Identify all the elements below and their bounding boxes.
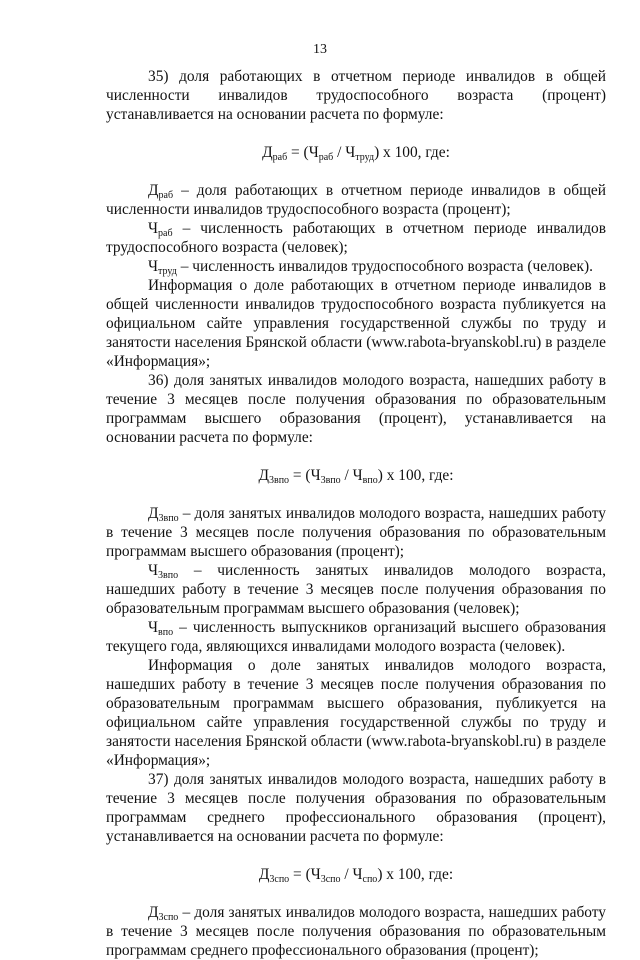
definition-ch-vpo: $Ч_{впо}$ – численность выпускников организаций высшего образования текущего года, являющихся инвалидами молодого возраста (человек). [106,619,606,655]
formula-36: $Д_{3впо} = (Ч_{3впо} / Ч_{впо})$ х 100, где: [258,467,454,486]
definition-d-3vpo: $Д_{3впо}$ – доля занятых инвалидов молодого возраста, нашедших работу в течение 3 месяцев после получения образования по образовательным программам высшего образования (процент); [106,505,606,560]
definition-ch-3vpo: $Ч_{3впо}$ – численность занятых инвалидов молодого возраста, нашедших работу в течение 3 месяцев после получения образования по образовательным программам высшего образования (человек); [106,562,606,617]
item-35-intro: 35) доля работающих в отчетном периоде инвалидов в общей численности инвалидов трудоспособного возраста (процент) устанавливается на основании расчета по формуле: [106,68,606,123]
info-35: Информация о доле работающих в отчетном периоде инвалидов в общей численности инвалидов трудоспособного возраста публикуется на официальном сайте управления государственной службы по труду и занятости населения Брянской области (www.rabota-bryanskobl.ru) в разделе «Информация»; [106,277,606,370]
document-body [106,67,606,960]
formula-35: $Д_{раб} = (Ч_{раб} / Ч_{труд})$ х 100, где: [262,144,450,163]
definition-d-rab: $Д_{раб}$ – доля работающих в отчетном периоде инвалидов в общей численности инвалидов трудоспособного возраста (процент); [106,182,606,218]
item-37-intro: 37) доля занятых инвалидов молодого возраста, нашедших работу в течение 3 месяцев после получения образования по образовательным программам среднего профессионального образования (процент), устанавливается на основании расчета по формуле: [106,771,606,845]
definition-ch-trud: $Ч_{труд}$ – численность инвалидов трудоспособного возраста (человек). [148,258,593,277]
info-36: Информация о доле занятых инвалидов молодого возраста, нашедших работу в течение 3 месяцев после получения образования по образовательным программам высшего образования, публикуется на официальном сайте управления государственной службы по труду и занятости населения Брянской области (www.rabota-bryanskobl.ru) в разделе «Информация»; [106,657,606,769]
definition-d-3spo: $Д_{3спо}$ – доля занятых инвалидов молодого возраста, нашедших работу в течение 3 месяцев после получения образования по образовательным программам среднего профессионального образования (процент); [106,904,606,959]
item-36-intro: 36) доля занятых инвалидов молодого возраста, нашедших работу в течение 3 месяцев после получения образования по образовательным программам высшего образования (процент), устанавливается на основании расчета по формуле: [106,372,606,446]
page-number: 13 [313,42,327,57]
definition-ch-rab: $Ч_{раб}$ – численность работающих в отчетном периоде инвалидов трудоспособного возраста (человек); [106,220,606,256]
formula-37: $Д_{3спо} = (Ч_{3спо} / Ч_{спо})$ х 100, где: [258,866,454,885]
